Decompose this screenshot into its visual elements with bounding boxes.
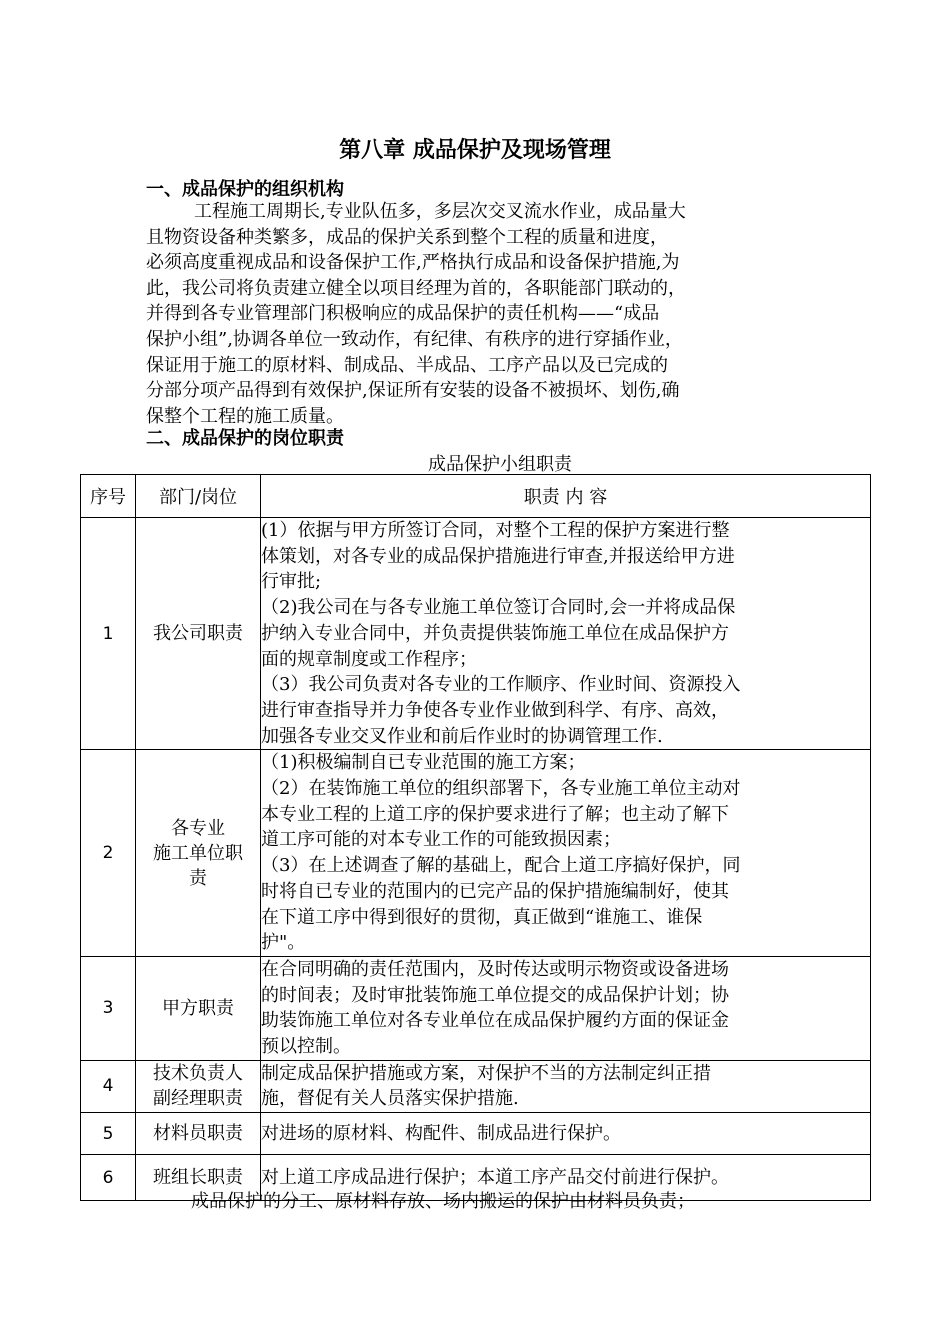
section-heading-organization: 一、成品保护的组织机构 bbox=[146, 179, 344, 200]
content-line: 时将自已专业的范围内的已完产品的保护措施编制好，使其 bbox=[261, 880, 729, 902]
row-num: 6 bbox=[81, 1155, 136, 1201]
dept-line: 我公司职责 bbox=[153, 623, 243, 645]
header-content: 职责 内 容 bbox=[261, 475, 871, 518]
content-line: 制定成品保护措施或方案，对保护不当的方法制定纠正措 bbox=[261, 1062, 711, 1084]
header-dept: 部门/岗位 bbox=[136, 475, 261, 518]
row-content bbox=[261, 956, 871, 1060]
row-content bbox=[261, 518, 871, 750]
content-line: 在合同明确的责任范围内，及时传达或明示物资或设备进场 bbox=[261, 958, 729, 980]
content-line: 护"。 bbox=[261, 932, 306, 954]
table-caption: 成品保护小组职责 bbox=[428, 454, 572, 475]
content-line: 护纳入专业合同中，并负责提供装饰施工单位在成品保护方 bbox=[261, 622, 729, 644]
table-header-row bbox=[81, 475, 871, 518]
dept-line: 班组长职责 bbox=[153, 1167, 243, 1189]
content-line: 进行审查指导并力争使各专业作业做到科学、有序、高效， bbox=[261, 699, 729, 721]
row-dept bbox=[136, 956, 261, 1060]
row-content bbox=[261, 1060, 871, 1112]
paragraph-line: 且物资设备种类繁多，成品的保护关系到整个工程的质量和进度， bbox=[146, 226, 668, 248]
content-line: (1）依据与甲方所签订合同，对整个工程的保护方案进行整 bbox=[261, 520, 730, 541]
footer-text: 成品保护的分工、原材料存放、场内搬运的保护由材料员负责； bbox=[191, 1191, 695, 1212]
paragraph-line: 工程施工周期长,专业队伍多，多层次交叉流水作业，成品量大 bbox=[194, 201, 686, 222]
content-line: 体策划，对各专业的成品保护措施进行审查,并报送给甲方进 bbox=[261, 545, 735, 567]
paragraph-line: 并得到各专业管理部门积极响应的成品保护的责任机构——“成品 bbox=[146, 303, 660, 325]
paragraph-line: 分部分项产品得到有效保护,保证所有安装的设备不被损坏、划伤,确 bbox=[146, 380, 680, 402]
content-line: 的时间表；及时审批装饰施工单位提交的成品保护计划；协 bbox=[261, 984, 729, 1006]
organization-paragraph bbox=[146, 199, 806, 429]
content-line: （3）在上述调查了解的基础上，配合上道工序搞好保护，同 bbox=[261, 855, 741, 877]
content-line: 对上道工序成品进行保护；本道工序产品交付前进行保护。 bbox=[261, 1166, 729, 1188]
table-row bbox=[81, 518, 871, 750]
content-line: 助装饰施工单位对各专业单位在成品保护履约方面的保证金 bbox=[261, 1010, 729, 1032]
dept-line: 技术负责人 bbox=[153, 1063, 243, 1085]
row-num: 4 bbox=[81, 1060, 136, 1112]
row-dept bbox=[136, 518, 261, 750]
table-row bbox=[81, 1113, 871, 1155]
row-num: 1 bbox=[81, 518, 136, 750]
table-row bbox=[81, 750, 871, 957]
content-line: （2）在装饰施工单位的组织部署下，各专业施工单位主动对 bbox=[261, 778, 741, 800]
dept-line: 材料员职责 bbox=[153, 1123, 243, 1145]
section-heading-duties: 二、成品保护的岗位职责 bbox=[146, 428, 344, 449]
content-line: 预以控制。 bbox=[261, 1036, 351, 1058]
dept-line: 甲方职责 bbox=[162, 997, 234, 1019]
row-num: 2 bbox=[81, 750, 136, 957]
paragraph-line: 保证用于施工的原材料、制成品、半成品、工序产品以及已完成的 bbox=[146, 354, 668, 376]
row-dept bbox=[136, 750, 261, 957]
content-line: 施，督促有关人员落实保护措施. bbox=[261, 1088, 519, 1110]
content-line: （1)积极编制自已专业范围的施工方案； bbox=[261, 752, 586, 774]
content-line: 加强各专业交叉作业和前后作业时的协调管理工作. bbox=[261, 725, 663, 747]
paragraph-line: 必须高度重视成品和设备保护工作,严格执行成品和设备保护措施,为 bbox=[146, 252, 680, 274]
duties-table bbox=[80, 474, 871, 1201]
content-line: 行审批; bbox=[261, 571, 322, 593]
row-content bbox=[261, 750, 871, 957]
content-line: 在下道工序中得到很好的贯彻，真正做到“谁施工、谁保 bbox=[261, 906, 703, 928]
content-line: （3）我公司负责对各专业的工作顺序、作业时间、资源投入 bbox=[261, 674, 741, 696]
dept-line: 副经理职责 bbox=[153, 1088, 243, 1110]
content-line: 道工序可能的对本专业工作的可能致损因素； bbox=[261, 829, 621, 851]
dept-line: 责 bbox=[189, 867, 207, 889]
paragraph-line: 此，我公司将负责建立健全以项目经理为首的，各职能部门联动的， bbox=[146, 277, 686, 299]
content-line: 本专业工程的上道工序的保护要求进行了解；也主动了解下 bbox=[261, 803, 729, 825]
row-dept bbox=[136, 1060, 261, 1112]
row-num: 5 bbox=[81, 1113, 136, 1155]
dept-line: 各专业 bbox=[171, 817, 225, 839]
row-content bbox=[261, 1113, 871, 1155]
table-row bbox=[81, 956, 871, 1060]
paragraph-line: 保护小组”,协调各单位一致动作，有纪律、有秩序的进行穿插作业， bbox=[146, 328, 683, 350]
content-line: （2)我公司在与各专业施工单位签订合同时,会一并将成品保 bbox=[261, 597, 736, 619]
chapter-title: 第八章 成品保护及现场管理 bbox=[339, 138, 611, 163]
content-line: 面的规章制度或工作程序； bbox=[261, 648, 477, 670]
dept-line: 施工单位职 bbox=[153, 842, 243, 864]
table-row bbox=[81, 1060, 871, 1112]
row-num: 3 bbox=[81, 956, 136, 1060]
row-dept bbox=[136, 1113, 261, 1155]
content-line: 对进场的原材料、构配件、制成品进行保护。 bbox=[261, 1122, 621, 1144]
header-num: 序号 bbox=[81, 475, 136, 518]
paragraph-line: 保整个工程的施工质量。 bbox=[146, 405, 344, 427]
